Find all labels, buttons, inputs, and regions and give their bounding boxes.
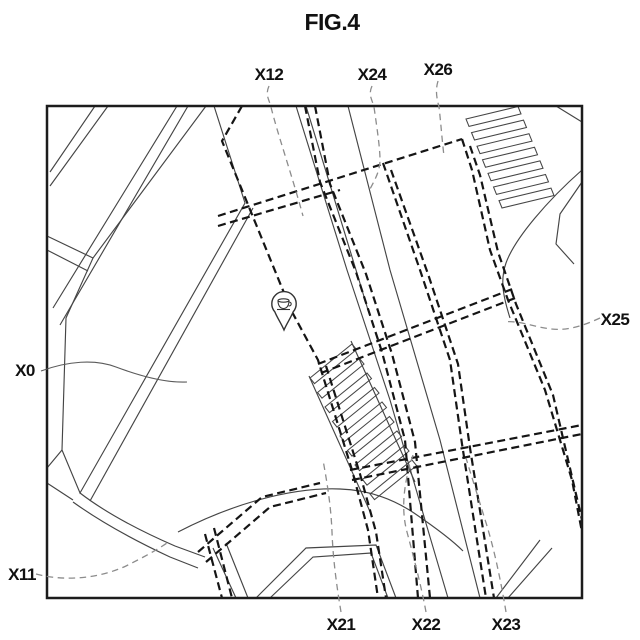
- figure-title: FIG.4: [304, 9, 360, 35]
- building-row-top-right: [466, 107, 554, 209]
- region-boundary-transverse-2: [318, 288, 518, 373]
- region-boundary-transverse-3: [350, 425, 582, 480]
- cafe-map-pin-icon: [272, 292, 296, 330]
- right-border-block: [556, 182, 582, 264]
- labels-group: [8, 9, 629, 634]
- building-stripes-group: [310, 107, 554, 500]
- map-frame: [47, 106, 582, 598]
- label-x12: X12: [254, 65, 284, 84]
- label-x22: X22: [411, 615, 441, 634]
- center-long-road: [348, 106, 480, 598]
- label-x23: X23: [491, 615, 521, 634]
- block-parallel-road: [90, 208, 253, 501]
- left-border-connectors: [47, 450, 73, 500]
- region-boundary-longitudinal-1: [222, 106, 386, 598]
- right-curved-road: [503, 170, 582, 318]
- leader-x26: [436, 81, 444, 156]
- leader-x11: [36, 543, 167, 578]
- label-x24: X24: [357, 65, 387, 84]
- pin-outline: [272, 292, 296, 330]
- block-tip-road: [73, 493, 205, 568]
- bottom-center-block-road: [256, 545, 396, 598]
- label-x26: X26: [423, 60, 453, 79]
- bottom-right-road: [496, 540, 552, 598]
- label-x25: X25: [600, 310, 630, 329]
- label-x21: X21: [326, 615, 356, 634]
- leader-x23: [466, 458, 506, 612]
- label-x11: X11: [8, 565, 36, 584]
- region-boundary-bottom-left: [198, 483, 326, 598]
- region-boundary-transverse-1: [218, 139, 462, 226]
- leader-x24: [369, 86, 380, 191]
- leader-x21: [323, 460, 341, 612]
- region-boundary-longitudinal-4: [462, 139, 582, 532]
- roads-group: [47, 106, 582, 598]
- building-strip-rails: [309, 341, 415, 516]
- label-x0: X0: [15, 361, 35, 380]
